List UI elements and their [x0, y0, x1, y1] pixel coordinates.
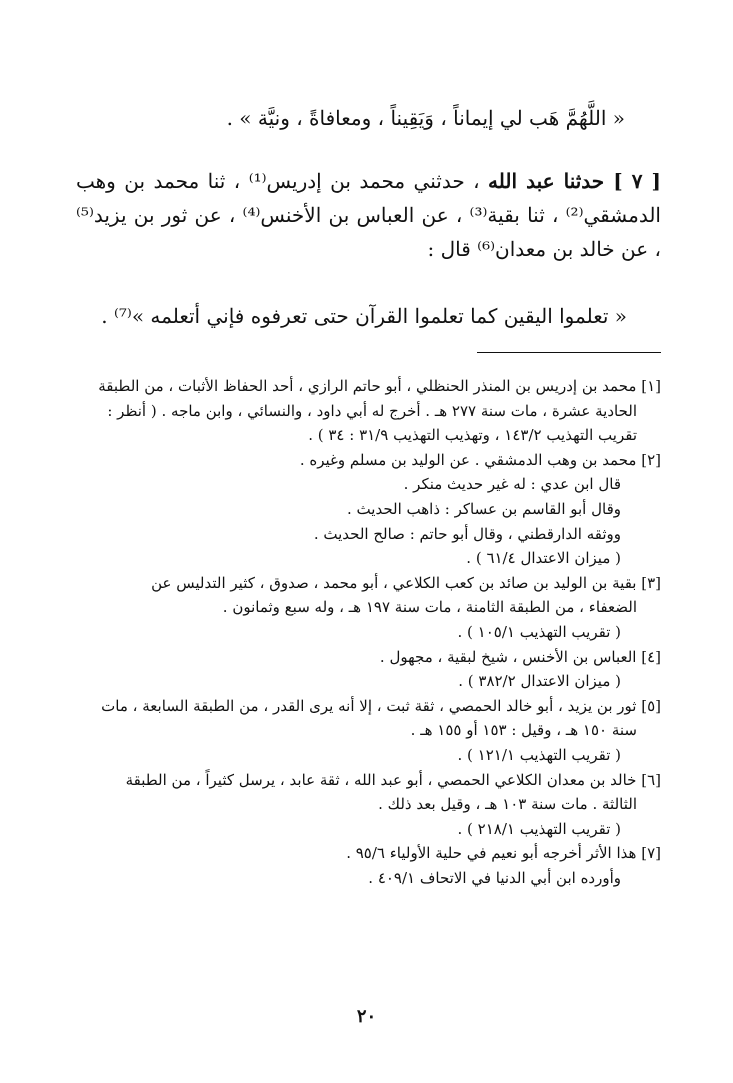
footnote-line: [٥] ثور بن يزيد ، أبو خالد الحمصي ، ثقة ثبت ، إلا أنه يرى القدر ، من الطبقة السابعة ، مات — [101, 696, 661, 715]
footnote-line: [٤] العباس بن الأخنس ، شيخ لبقية ، مجهول . — [379, 647, 661, 666]
footnote-line: ووثقه الدارقطني ، وقال أبو حاتم : صالح الحديث . — [313, 524, 621, 543]
footnote-line: ( تقريب التهذيب ١٢١/١ ) . — [457, 745, 621, 764]
footnote-line: وأورده ابن أبي الدنيا في الاتحاف ٤٠٩/١ . — [368, 868, 621, 887]
footnote-line: ( تقريب التهذيب ١٠٥/١ ) . — [457, 622, 621, 641]
hadith-paragraph — [76, 164, 661, 266]
footnote-7 — [66, 841, 661, 890]
footnote-4 — [66, 645, 661, 694]
supplication-quote: « اللَّهُمَّ هَب لي إيماناً ، وَيَقِيناً ، ومعافاةً ، ونيَّة » . — [226, 106, 625, 130]
hadith-text-quote: « تعلموا اليقين كما تعلموا القرآن حتى تعرفوه فإني أتعلمه »⁽⁷⁾ . — [101, 304, 627, 328]
footnote-line: ( تقريب التهذيب ٢١٨/١ ) . — [457, 819, 621, 838]
footnote-line: [١] محمد بن إدريس بن المنذر الحنظلي ، أبو حاتم الرازي ، أحد الحفاظ الأثبات ، من الطبقة — [98, 377, 661, 395]
footnote-line: [٦] خالد بن معدان الكلاعي الحمصي ، أبو عبد الله ، ثقة عابد ، يرسل كثيراً ، من الطبقة — [125, 770, 661, 789]
footnotes — [66, 374, 661, 890]
footnote-5 — [66, 694, 661, 768]
page-number: ٢٠ — [356, 1006, 377, 1027]
footnote-line: تقريب التهذيب ١٤٣/٢ ، وتهذيب التهذيب ٣١/٩ : ٣٤ ) . — [308, 426, 637, 445]
hadith-chain: ، حدثني محمد بن إدريس⁽¹⁾ ، ثنا محمد بن وهب الدمشقي⁽²⁾ ، ثنا بقية⁽³⁾ ، عن العباس بن الأخنس⁽⁴⁾ ، عن ثور بن يزيد⁽⁵⁾ ، عن خالد بن معدان⁽⁶⁾ قال : — [76, 169, 661, 261]
footnote-2 — [66, 448, 661, 571]
footnote-line: ( ميزان الاعتدال ٣٨٢/٢ ) . — [458, 672, 621, 691]
footnote-line: الضعفاء ، من الطبقة الثامنة ، مات سنة ١٩٧ هـ ، وله سبع وثمانون . — [222, 598, 637, 617]
footnote-3 — [66, 571, 661, 645]
footnote-divider — [477, 352, 661, 353]
footnote-line: وقال أبو القاسم بن عساكر : ذاهب الحديث . — [347, 499, 621, 518]
footnote-line: الحادية عشرة ، مات سنة ٢٧٧ هـ . أخرج له أبي داود ، والنسائي ، وابن ماجه . ( أنظر : — [107, 401, 637, 420]
footnote-line: [٣] بقية بن الوليد بن صائد بن كعب الكلاعي ، أبو محمد ، صدوق ، كثير التدليس عن — [151, 573, 661, 592]
footnote-line: قال ابن عدي : له غير حديث منكر . — [403, 475, 621, 494]
footnote-line: الثالثة . مات سنة ١٠٣ هـ ، وقيل بعد ذلك . — [378, 795, 637, 814]
footnote-line: [٧] هذا الأثر أخرجه أبو نعيم في حلية الأولياء ٩٥/٦ . — [346, 844, 661, 863]
footnote-6 — [66, 768, 661, 842]
footnote-1 — [66, 374, 661, 448]
footnote-line: [٢] محمد بن وهب الدمشقي . عن الوليد بن مسلم وغيره . — [299, 450, 661, 469]
footnote-line: سنة ١٥٠ هـ ، وقيل : ١٥٣ أو ١٥٥ هـ . — [410, 721, 637, 740]
hadith-number-lead: [ ٧ ] حدثنا عبد الله — [488, 169, 661, 193]
footnote-line: ( ميزان الاعتدال ٦١/٤ ) . — [466, 549, 621, 568]
